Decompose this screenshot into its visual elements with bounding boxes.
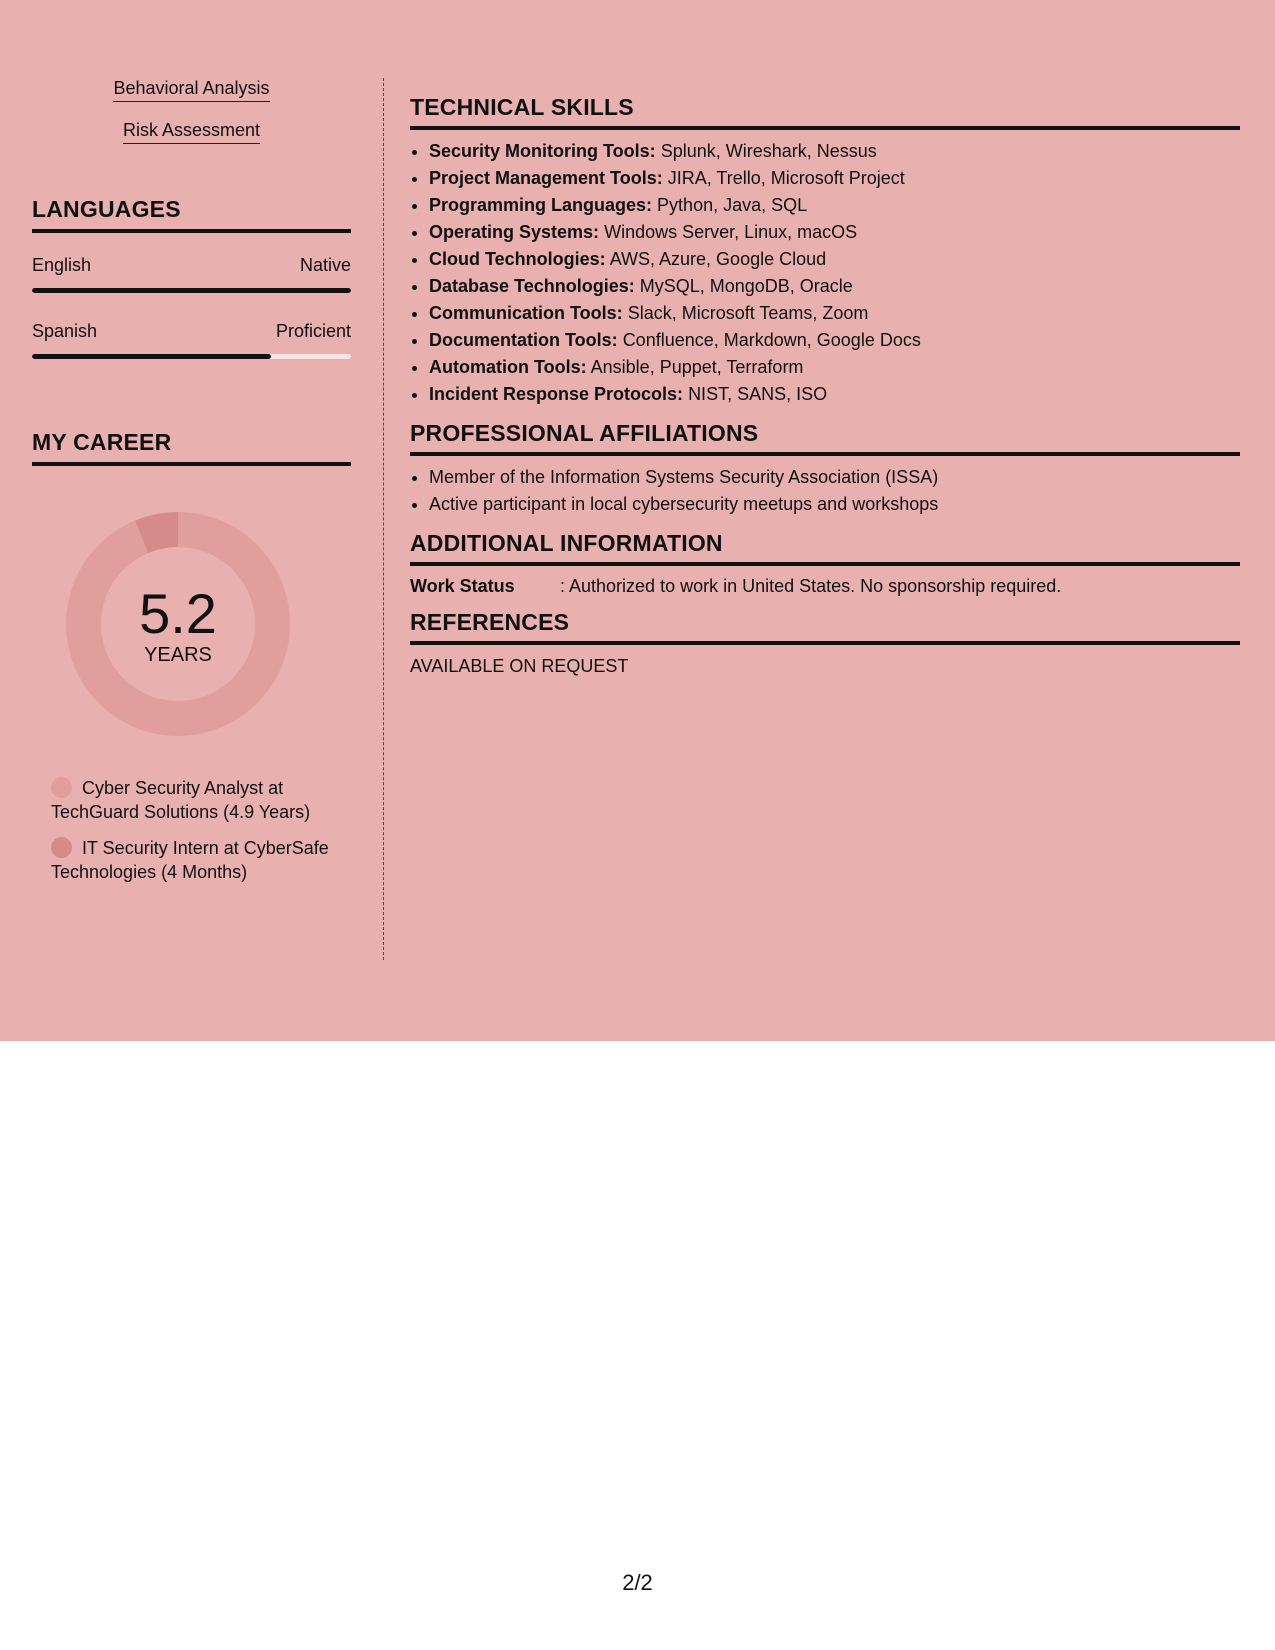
legend-dot bbox=[51, 777, 72, 798]
language-proficiency-fill bbox=[32, 354, 271, 359]
list-item bbox=[429, 300, 1240, 327]
sidebar bbox=[32, 78, 351, 884]
skill-values: Ansible, Puppet, Terraform bbox=[590, 357, 804, 377]
skill-values: NIST, SANS, ISO bbox=[688, 384, 828, 404]
skill-category: Incident Response Protocols: bbox=[429, 384, 684, 404]
career-legend-item bbox=[51, 836, 341, 884]
career-total-years: 5.2 bbox=[139, 581, 217, 645]
column-divider bbox=[383, 78, 384, 960]
language-level: Native bbox=[299, 255, 351, 275]
skill-values: MySQL, MongoDB, Oracle bbox=[639, 276, 853, 296]
skill-values: Slack, Microsoft Teams, Zoom bbox=[627, 303, 869, 323]
references-section bbox=[410, 609, 1240, 677]
affiliations-section bbox=[410, 420, 1240, 518]
additional-info-heading: ADDITIONAL INFORMATION bbox=[410, 530, 1240, 566]
list-item bbox=[429, 273, 1240, 300]
language-name: English bbox=[32, 255, 92, 275]
list-item bbox=[429, 219, 1240, 246]
language-name: Spanish bbox=[32, 321, 98, 341]
list-item: • Member of the Information Systems Security Association (ISSA) bbox=[429, 464, 1240, 491]
career-role-label: Cyber Security Analyst at TechGuard Solutions (4.9 Years) bbox=[51, 778, 311, 822]
skill-values: Splunk, Wireshark, Nessus bbox=[660, 141, 877, 161]
skill-category: Automation Tools: bbox=[429, 357, 587, 377]
skill-category: Project Management Tools: bbox=[429, 168, 663, 188]
affiliations-heading: PROFESSIONAL AFFILIATIONS bbox=[410, 420, 1240, 456]
list-item bbox=[429, 327, 1240, 354]
references-text: AVAILABLE ON REQUEST bbox=[410, 656, 629, 676]
career-total-unit: YEARS bbox=[144, 643, 212, 666]
career-role-label: IT Security Intern at CyberSafe Technologies (4 Months) bbox=[51, 838, 329, 882]
skill-values: JIRA, Trello, Microsoft Project bbox=[667, 168, 905, 188]
language-english bbox=[32, 255, 351, 293]
skill-values: Confluence, Markdown, Google Docs bbox=[622, 330, 921, 350]
career-legend-item bbox=[51, 776, 341, 824]
list-item bbox=[429, 354, 1240, 381]
list-item bbox=[429, 165, 1240, 192]
list-item bbox=[429, 381, 1240, 408]
list-item bbox=[429, 246, 1240, 273]
language-proficiency-fill bbox=[32, 288, 351, 293]
language-proficiency-bar bbox=[32, 354, 351, 359]
skill-values: Windows Server, Linux, macOS bbox=[604, 222, 858, 242]
career-legend bbox=[51, 776, 341, 884]
skill-tag-risk-assessment: Risk Assessment bbox=[123, 120, 260, 144]
legend-dot bbox=[51, 837, 72, 858]
language-proficiency-bar bbox=[32, 288, 351, 293]
language-spanish bbox=[32, 321, 351, 359]
technical-skills-list bbox=[410, 138, 1240, 408]
skill-tag-behavioral-analysis: Behavioral Analysis bbox=[113, 78, 269, 102]
main-content bbox=[410, 94, 1240, 677]
work-status-row bbox=[410, 576, 1240, 597]
work-status-label: Work Status bbox=[410, 576, 515, 596]
page-number: 2/2 bbox=[622, 1570, 653, 1595]
language-level: Proficient bbox=[275, 321, 351, 341]
career-heading: MY CAREER bbox=[32, 429, 351, 466]
skill-category: Cloud Technologies: bbox=[429, 249, 606, 269]
work-status-value: : Authorized to work in United States. No sponsorship required. bbox=[560, 576, 1062, 596]
languages-heading: LANGUAGES bbox=[32, 196, 351, 233]
additional-info-section bbox=[410, 530, 1240, 597]
skill-category: Database Technologies: bbox=[429, 276, 635, 296]
list-item bbox=[429, 192, 1240, 219]
skill-category: Programming Languages: bbox=[429, 195, 653, 215]
career-donut-chart bbox=[64, 510, 292, 738]
skill-category: Security Monitoring Tools: bbox=[429, 141, 656, 161]
affiliations-list bbox=[410, 464, 1240, 518]
skill-category: Communication Tools: bbox=[429, 303, 623, 323]
list-item: • Active participant in local cybersecurity meetups and workshops bbox=[429, 491, 1240, 518]
list-item bbox=[429, 138, 1240, 165]
technical-skills-heading: TECHNICAL SKILLS bbox=[410, 94, 1240, 130]
skill-values: AWS, Azure, Google Cloud bbox=[609, 249, 827, 269]
skill-category: Operating Systems: bbox=[429, 222, 600, 242]
skill-values: Python, Java, SQL bbox=[657, 195, 808, 215]
skill-category: Documentation Tools: bbox=[429, 330, 618, 350]
references-heading: REFERENCES bbox=[410, 609, 1240, 645]
technical-skills-section bbox=[410, 94, 1240, 408]
